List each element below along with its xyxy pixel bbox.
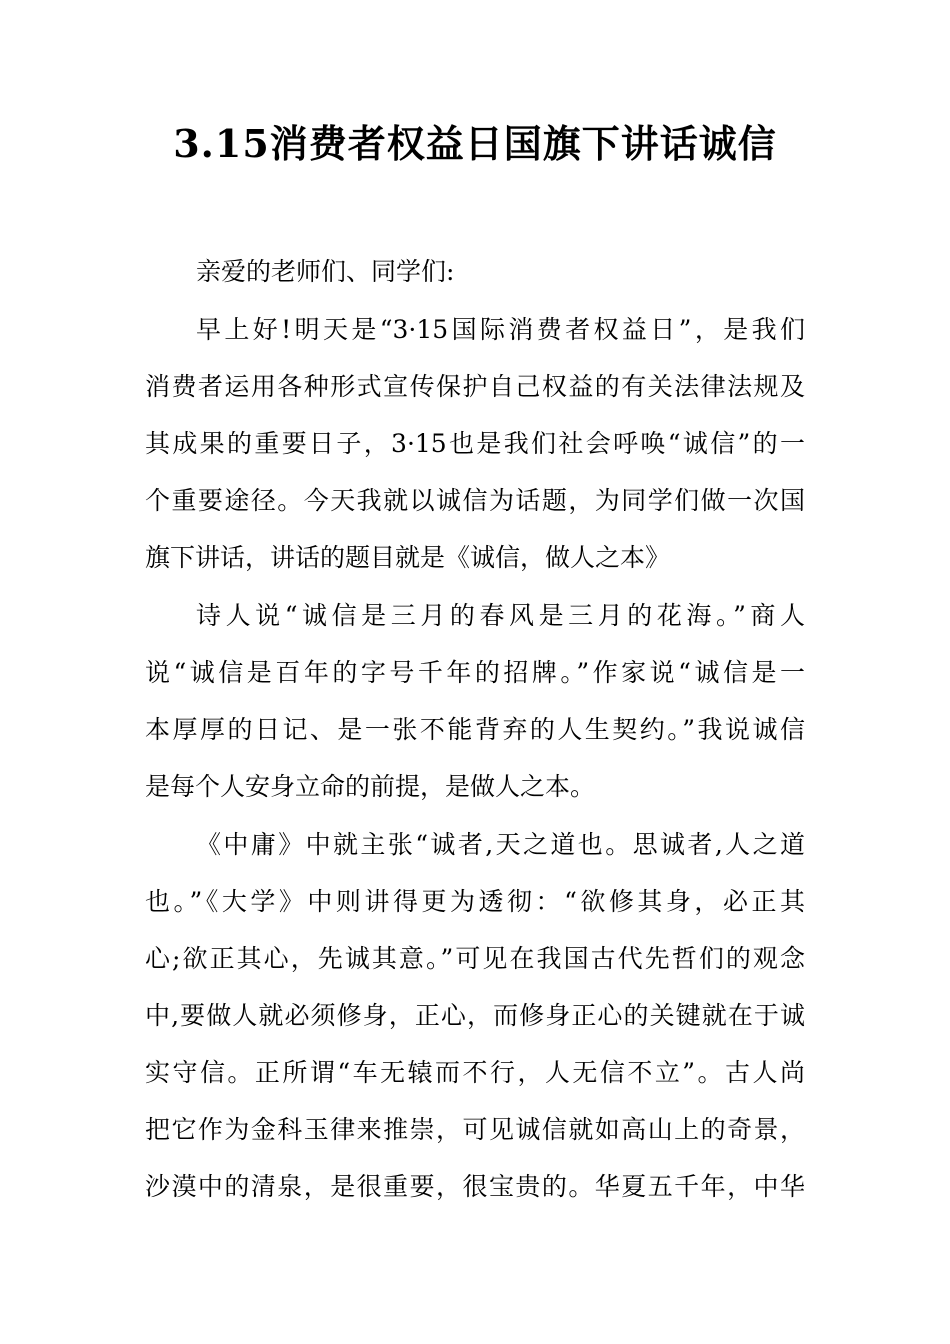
body-line: 个重要途径。今天我就以诚信为话题，为同学们做一次国 [145,486,805,515]
body-line: 《中庸》中就主张“诚者,天之道也。思诚者,人之道 [196,830,805,859]
body-line: 说“诚信是百年的字号千年的招牌。”作家说“诚信是一 [145,658,805,687]
body-line: 是每个人安身立命的前提，是做人之本。 [145,772,596,801]
body-line: 其成果的重要日子，3·15也是我们社会呼唤“诚信”的一 [145,429,805,458]
body-line: 心;欲正其心，先诚其意。”可见在我国古代先哲们的观念 [145,944,805,973]
body-line: 也。”《大学》中则讲得更为透彻：“欲修其身，必正其 [145,887,805,916]
body-line: 实守信。正所谓“车无辕而不行，人无信不立”。古人尚 [145,1058,805,1087]
body-line: 早上好!明天是“3·15国际消费者权益日”，是我们 [196,315,805,344]
body-line: 本厚厚的日记、是一张不能背弃的人生契约。”我说诚信 [145,715,805,744]
body-line: 旗下讲话，讲话的题目就是《诚信，做人之本》 [145,543,671,572]
body-line: 消费者运用各种形式宣传保护自己权益的有关法律法规及 [145,372,805,401]
body-line: 把它作为金科玉律来推崇，可见诚信就如高山上的奇景， [145,1115,805,1144]
body-line: 诗人说“诚信是三月的春风是三月的花海。”商人 [196,601,805,630]
document-title: 3.15消费者权益日国旗下讲话诚信 [173,121,777,166]
salutation-line: 亲爱的老师们、同学们: [196,257,455,286]
body-line: 中,要做人就必须修身，正心，而修身正心的关键就在于诚 [145,1001,805,1030]
body-line: 沙漠中的清泉，是很重要，很宝贵的。华夏五千年，中华 [145,1172,805,1201]
